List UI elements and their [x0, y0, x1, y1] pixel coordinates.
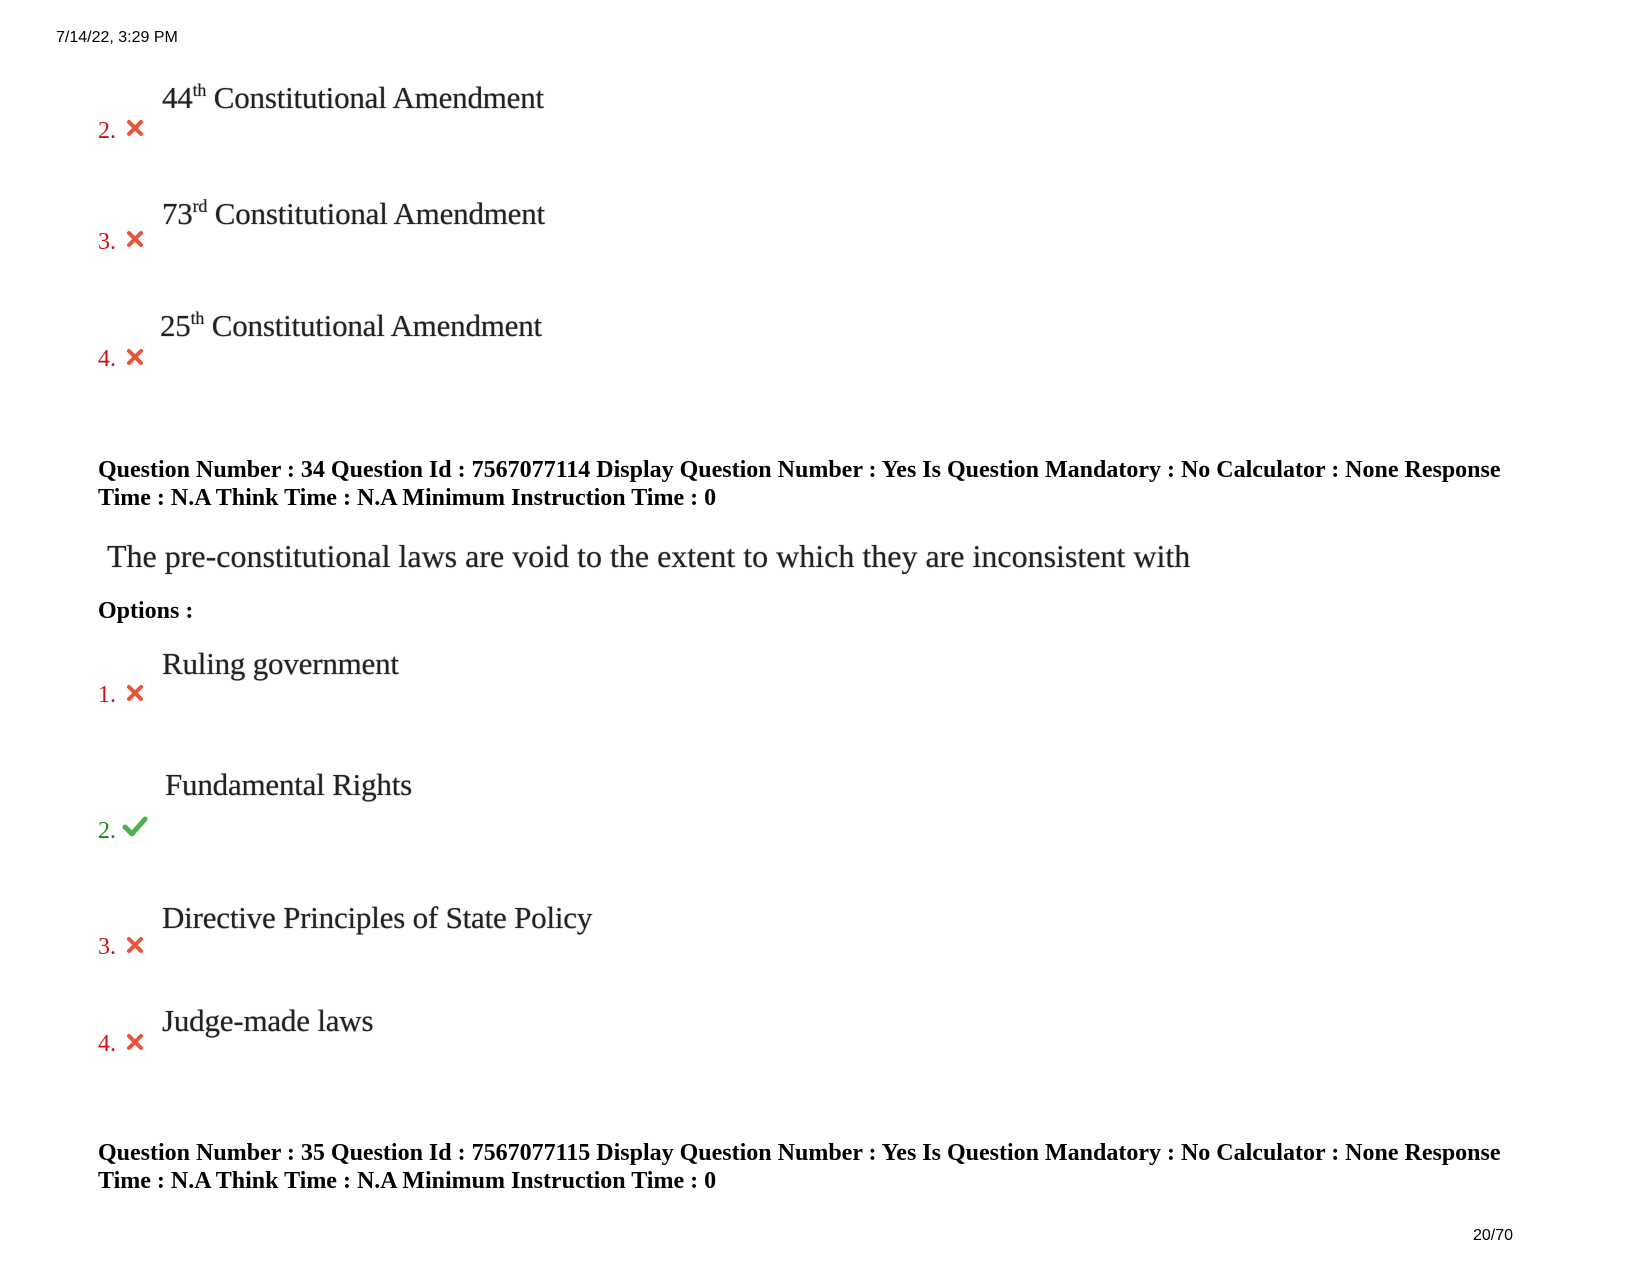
option-number: 2. — [98, 818, 116, 844]
option-image-text: Fundamental Rights — [165, 767, 412, 802]
question-34-metadata — [98, 456, 1598, 512]
question-meta-line2: Time : N.A Think Time : N.A Minimum Instruction Time : 0 — [98, 485, 717, 511]
option-number: 1. — [98, 682, 116, 708]
options-label: Options : — [98, 598, 194, 624]
cross-icon — [126, 348, 144, 366]
cross-icon — [126, 936, 144, 954]
option-image-text: 25th Constitutional Amendment — [160, 308, 542, 343]
check-icon — [122, 815, 148, 837]
cross-icon — [126, 1033, 144, 1051]
option-image-text: 44th Constitutional Amendment — [162, 80, 544, 115]
cross-icon — [126, 684, 144, 702]
option-number: 4. — [98, 346, 116, 372]
option-number: 3. — [98, 229, 116, 255]
cross-icon — [126, 230, 144, 248]
option-number: 2. — [98, 118, 116, 144]
question-meta-line1: Question Number : 35 Question Id : 7567077115 Display Question Number : Yes Is Question Mandatory : No Calculator : None Response — [98, 1140, 1501, 1166]
option-image-text: Judge-made laws — [162, 1003, 374, 1038]
page-number: 20/70 — [1472, 1227, 1513, 1244]
cross-icon — [126, 119, 144, 137]
question-35-metadata — [98, 1139, 1598, 1195]
print-timestamp: 7/14/22, 3:29 PM — [56, 29, 178, 46]
question-stem: The pre-constitutional laws are void to the extent to which they are inconsistent with — [107, 538, 1191, 574]
question-meta-line1: Question Number : 34 Question Id : 7567077114 Display Question Number : Yes Is Question Mandatory : No Calculator : None Response — [98, 457, 1501, 483]
question-meta-line2: Time : N.A Think Time : N.A Minimum Instruction Time : 0 — [98, 1168, 717, 1194]
option-image-text: Ruling government — [162, 646, 399, 681]
option-image-text: 73rd Constitutional Amendment — [162, 196, 545, 231]
option-number: 4. — [98, 1031, 116, 1057]
option-image-text: Directive Principles of State Policy — [162, 900, 593, 935]
option-number: 3. — [98, 934, 116, 960]
